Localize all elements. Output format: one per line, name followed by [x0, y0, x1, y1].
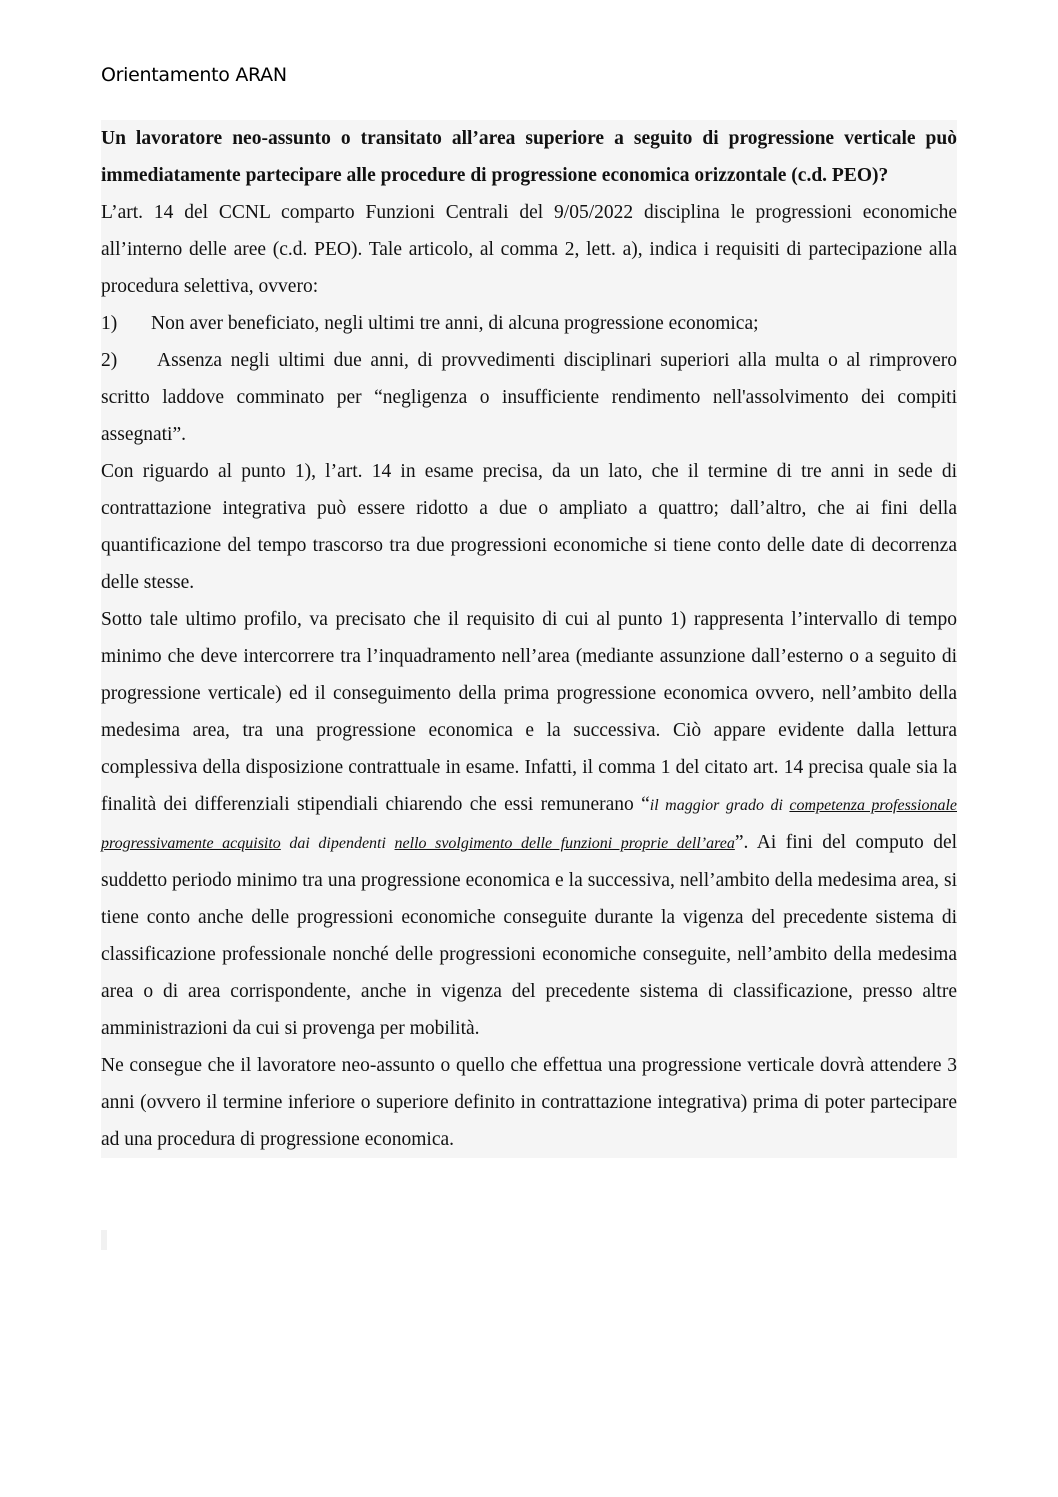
requirement-item-1 — [101, 305, 957, 342]
quote-text: dai dipendenti — [280, 835, 395, 852]
requirement-text: Assenza negli ultimi due anni, di provvedimenti disciplinari superiori alla multa o al rimprovero scritto laddove comminato per “negligenza o insufficiente rendimento nell'assolvimento dei compiti assegnati”. — [101, 350, 957, 445]
question-title: Un lavoratore neo-assunto o transitato all’area superiore a seguito di progressione verticale può immediatamente partecipare alle procedure di progressione economica orizzontale (c.d. PEO)? — [101, 128, 957, 186]
profile-paragraph — [101, 601, 957, 1047]
quote-underlined-text: nello svolgimento delle funzioni proprie dell’area — [394, 835, 735, 852]
conclusion-paragraph: Ne consegue che il lavoratore neo-assunto o quello che effettua una progressione verticale dovrà attendere 3 anni (ovvero il termine inferiore o superiore definito in contrattazione integrativa) prima di poter partecipare ad una procedura di progressione economica. — [101, 1055, 957, 1150]
point1-paragraph: Con riguardo al punto 1), l’art. 14 in esame precisa, da un lato, che il termine di tre anni in sede di contrattazione integrativa può essere ridotto a due o ampliato a quattro; dall’altro, che ai fini della quantificazione del tempo trascorso tra due progressioni economiche si tiene conto delle date di decorrenza delle stesse. — [101, 461, 957, 593]
empty-paragraph-marker — [101, 1230, 107, 1250]
requirement-number: 2) — [101, 350, 118, 371]
profile-text-part1: Sotto tale ultimo profilo, va precisato che il requisito di cui al punto 1) rappresenta l’intervallo di tempo minimo che deve intercorrere tra l’inquadramento nell’area (mediante assunzione dall’esterno o a seguito di progressione verticale) ed il conseguimento della prima progressione economica ovvero, nell’ambito della medesima area, tra una progressione economica e la successiva. Ciò appare evidente dalla lettura complessiva della disposizione contrattuale in esame. Infatti, il comma 1 del citato art. 14 precisa quale sia la finalità dei differenziali stipendiali chiarendo che essi remunerano “ — [101, 609, 957, 815]
requirement-number: 1) — [101, 313, 118, 334]
requirement-text: Non aver beneficiato, negli ultimi tre anni, di alcuna progressione economica; — [151, 313, 759, 334]
requirement-item-2 — [101, 342, 957, 453]
intro-paragraph: L’art. 14 del CCNL comparto Funzioni Centrali del 9/05/2022 disciplina le progressioni economiche all’interno delle aree (c.d. PEO). Tale articolo, al comma 2, lett. a), indica i requisiti di partecipazione alla procedura selettiva, ovvero: — [101, 202, 957, 297]
quote-underlined-text: competenza professionale progressivamente acquisito — [101, 797, 958, 852]
document-body — [101, 120, 957, 1158]
document-heading: Orientamento ARAN — [101, 64, 287, 86]
profile-text-part2: ”. Ai fini del computo del suddetto periodo minimo tra una progressione economica e la successiva, nell’ambito della medesima area, si tiene conto anche delle progressioni economiche conseguite durante la vigenza del precedente sistema di classificazione professionale nonché delle progressioni economiche conseguite, nell’ambito della medesima area o di area corrispondente, anche in vigenza del precedente sistema di classificazione, presso altre amministrazioni da cui si provenga per mobilità. — [101, 832, 958, 1039]
quote-text: il maggior grado di — [649, 797, 790, 814]
